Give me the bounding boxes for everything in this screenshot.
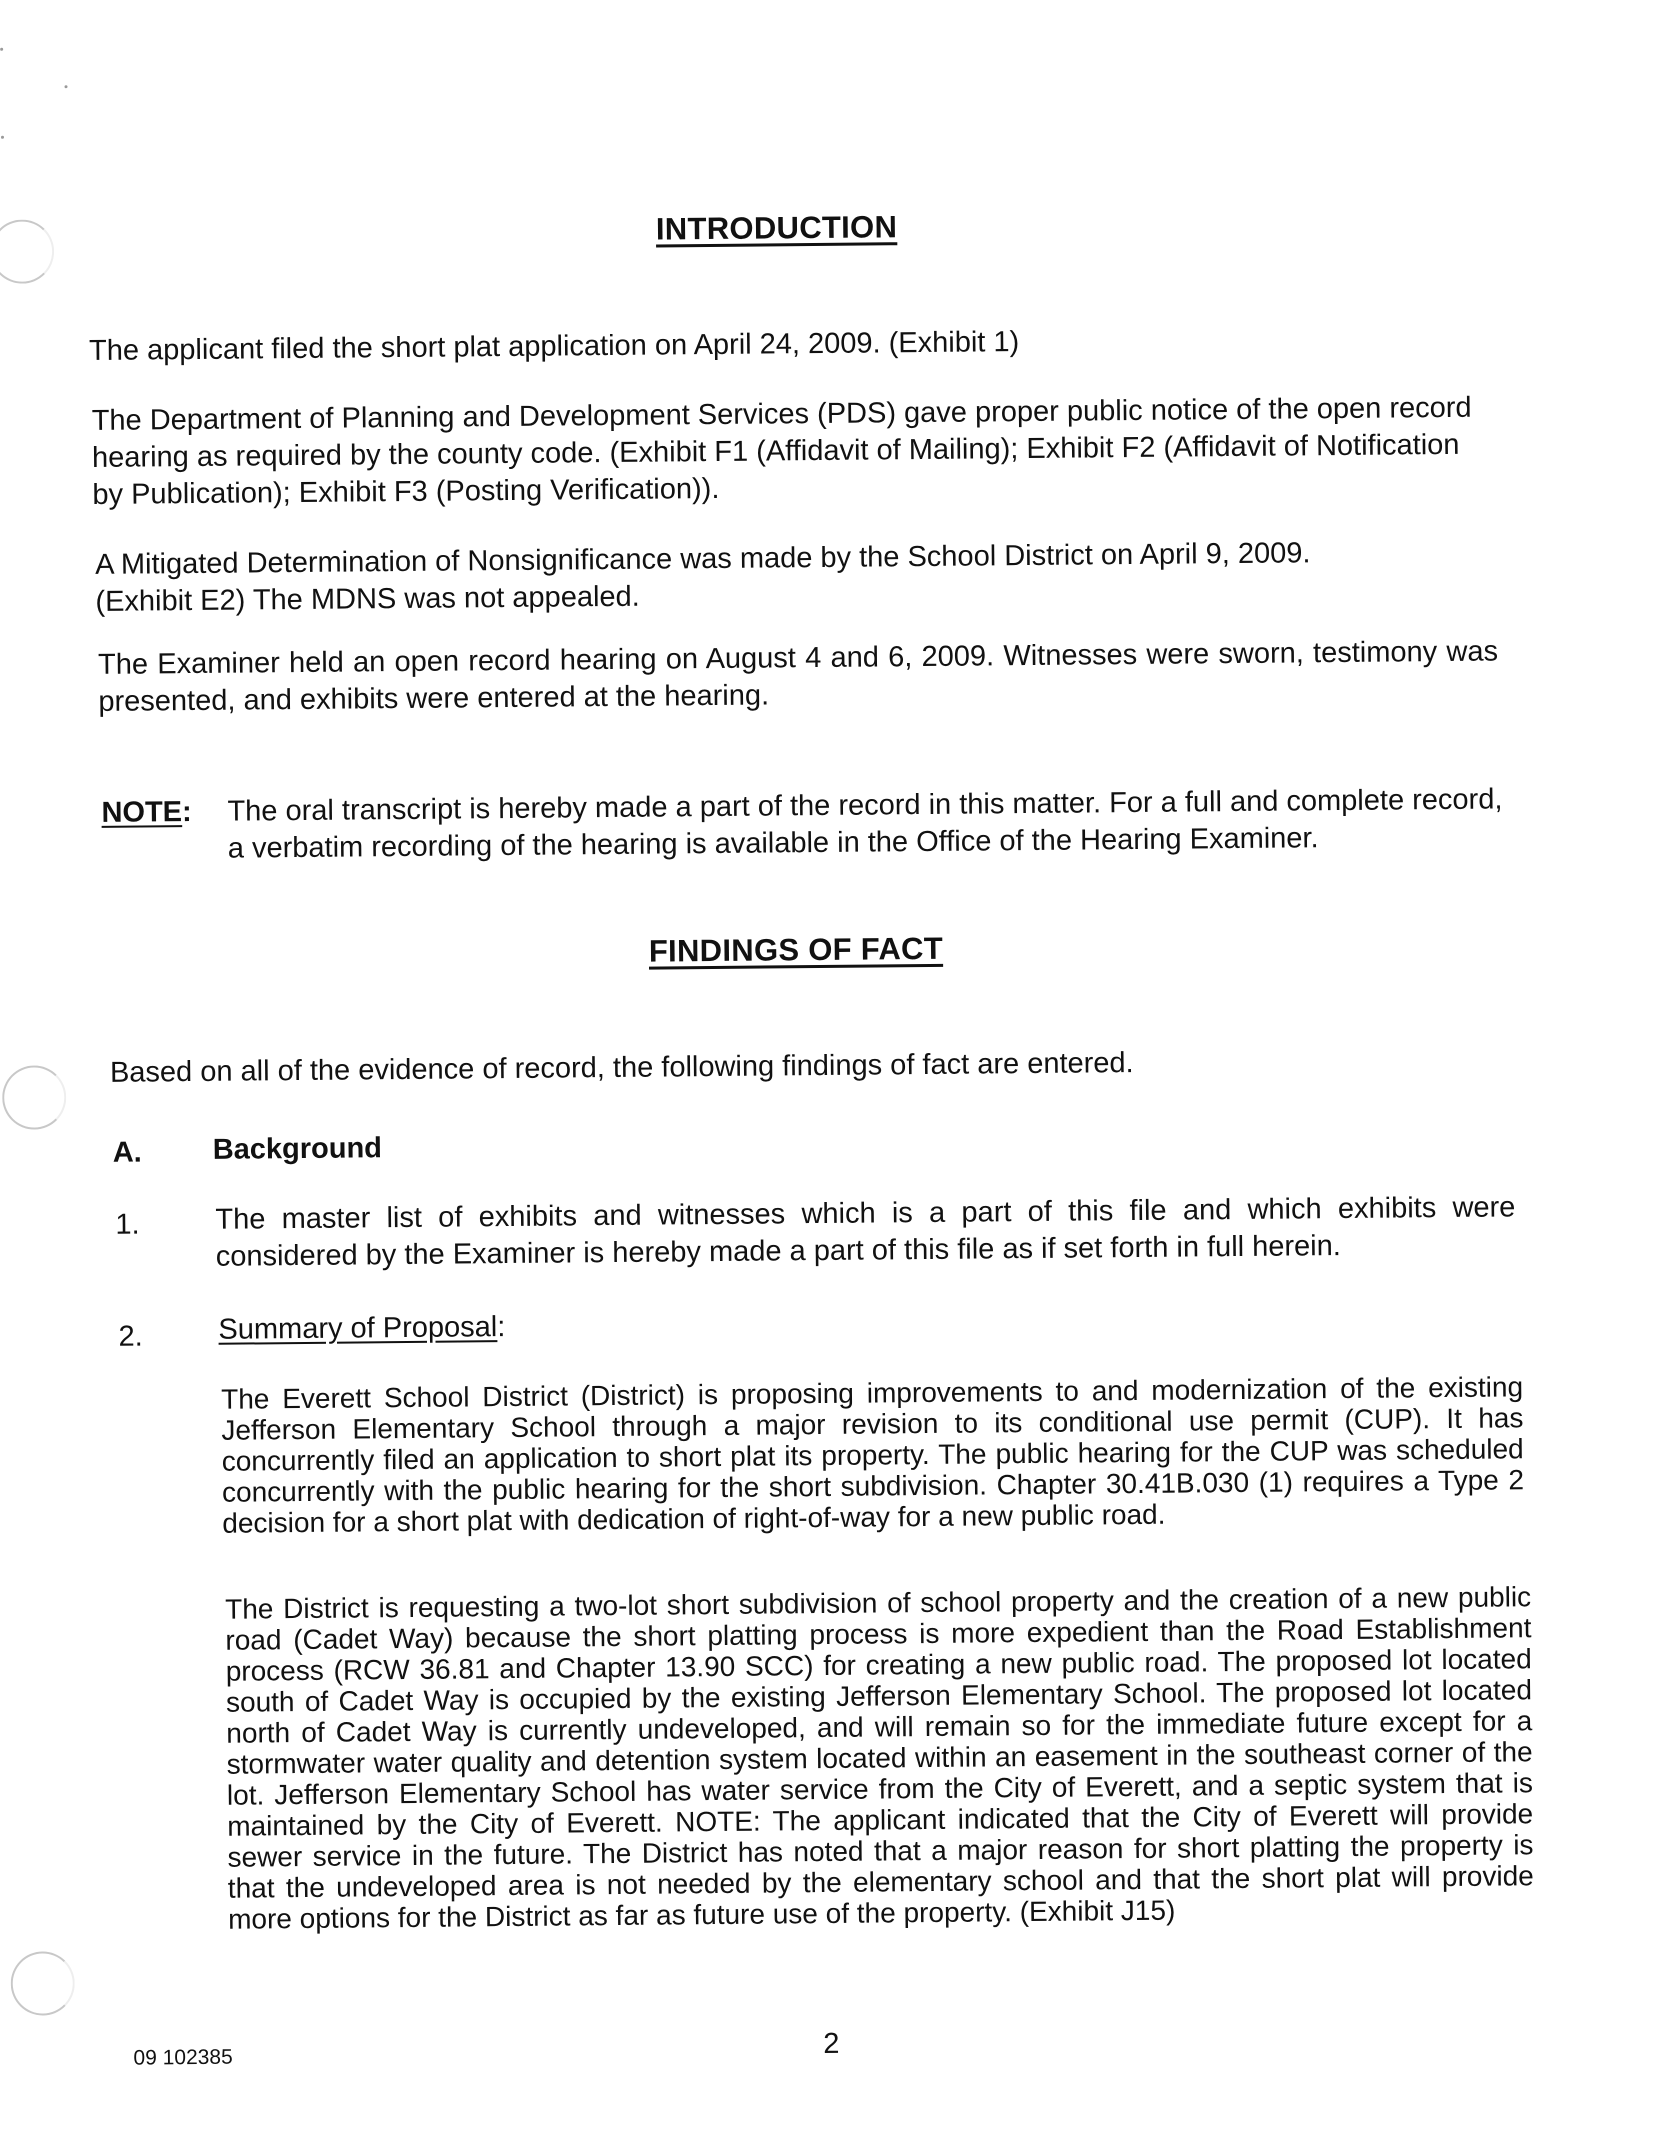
summary-paragraph-1: The Everett School District (District) is proposing improvements to and modernization of the existing Jefferson Elementary School through a major revision to its conditional use permit (CUP). It has concurrently filed an application to short plat its property. The public hearing for the CUP was scheduled concurrently with the public hearing for the short subdivision. Chapter 30.41B.030 (1) requires a Type 2 decision for a short plat with dedication of right-of-way for a new public road. <box>220 1371 1525 1539</box>
findings-heading: FINDINGS OF FACT <box>648 930 944 969</box>
note-label-text: NOTE <box>101 796 183 829</box>
introduction-heading: INTRODUCTION <box>655 209 898 247</box>
scan-speck <box>65 85 68 88</box>
binder-hole-top <box>0 219 54 284</box>
note-text: The oral transcript is hereby made a part of the record in this matter. For a full and complete record, a verbatim recording of the hearing is available in the Office of the Hearing Examiner. <box>227 783 1503 865</box>
intro-paragraph-notice: The Department of Planning and Development Services (PDS) gave proper public notice of the open record hearing as required by the county code. (Exhibit F1 (Affidavit of Mailing); Exhibit F2 (Affidavit of Notification by Publication); Exhibit F3 (Posting Verification)). <box>91 391 1472 511</box>
binder-hole-bottom <box>10 1951 75 2016</box>
file-number: 09 102385 <box>133 2045 233 2070</box>
page-number: 2 <box>823 2027 840 2061</box>
binder-hole-middle <box>2 1065 67 1130</box>
intro-paragraph-mdns: A Mitigated Determination of Nonsignificance was made by the School District on April 9, 2009. (Exhibit E2) The MDNS was not appealed. <box>94 537 1311 618</box>
note-label <box>101 794 192 832</box>
summary-of-proposal-colon: : <box>497 1311 506 1344</box>
section-title-background: Background <box>212 1132 383 1166</box>
item-text-1: The master list of exhibits and witnesses which is a part of this file and which exhibits were considered by the Examiner is hereby made a part of this file as if set forth in full herein. <box>215 1191 1516 1273</box>
scan-speck <box>0 48 3 51</box>
summary-of-proposal-title: Summary of Proposal <box>218 1311 498 1346</box>
item-title-2 <box>218 1309 505 1349</box>
findings-intro: Based on all of the evidence of record, the following findings of fact are entered. <box>109 1046 1134 1089</box>
item-number-2: 2. <box>118 1320 143 1353</box>
note-label-colon: : <box>181 796 192 829</box>
item-number-1: 1. <box>115 1208 140 1241</box>
summary-paragraph-2: The District is requesting a two-lot short subdivision of school property and the creation of a new public road (Cadet Way) because the short platting process is more expedient than the Road Establishment process (RCW 36.81 and Chapter 13.90 SCC) for creating a new public road. The proposed lot located south of Cadet Way is occupied by the existing Jefferson Elementary School. The proposed lot located north of Cadet Way is currently undeveloped, and will remain so for the immediate future except for a stormwater water quality and detention system located within an easement in the southeast corner of the lot. Jefferson Elementary School has water service from the City of Everett, and a septic system that is maintained by the City of Everett. NOTE: The applicant indicated that the City of Everett will provide sewer service in the future. The District has noted that a major reason for short platting the property is that the undeveloped area is not needed by the elementary school and that the short plat will provide more options for the District as far as future use of the property. (Exhibit J15) <box>225 1581 1534 1935</box>
intro-paragraph-filed: The applicant filed the short plat application on April 24, 2009. (Exhibit 1) <box>88 326 1020 367</box>
section-letter: A. <box>112 1136 142 1169</box>
intro-paragraph-hearing: The Examiner held an open record hearing on August 4 and 6, 2009. Witnesses were sworn, testimony was presented, and exhibits were entered at the hearing. <box>97 635 1499 718</box>
scan-speck <box>1 136 4 139</box>
